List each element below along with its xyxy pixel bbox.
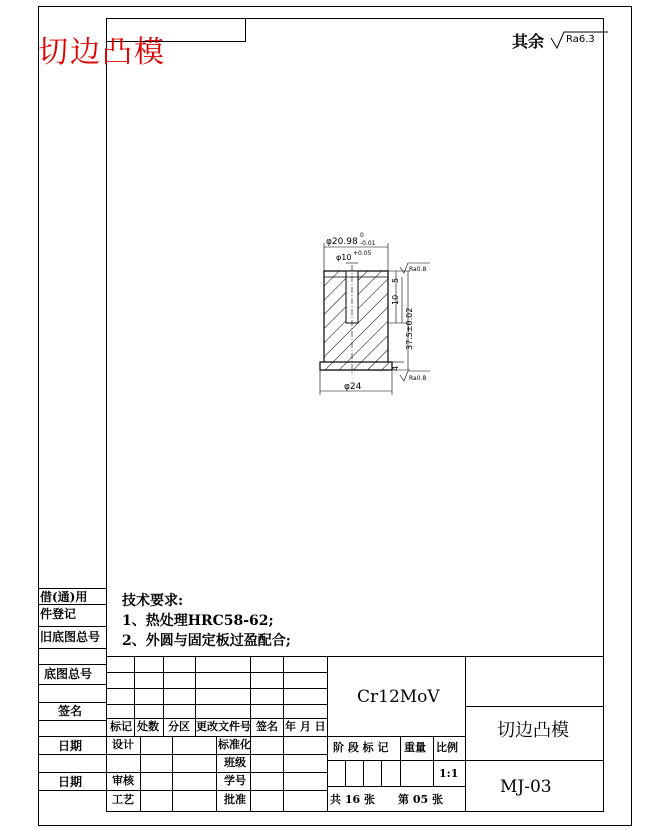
label-stage-mark: 阶 段 标 记	[333, 741, 389, 754]
dim-h-total: 37.5±0.02	[405, 307, 414, 350]
label-student-no: 学号	[224, 774, 246, 787]
side-divider	[38, 588, 106, 589]
ra-bottom: Ra0.8	[409, 375, 427, 382]
sheets-total: 共 16 张	[330, 793, 375, 806]
hdr-zone: 分区	[168, 720, 190, 733]
dim-top-dia: φ20.98	[326, 237, 358, 247]
tb-vline	[172, 736, 173, 812]
label-weight: 重量	[404, 741, 426, 754]
side-divider	[38, 720, 106, 721]
label-scale: 比例	[436, 741, 458, 754]
label-approve: 批准	[224, 793, 246, 806]
tb-vline	[433, 736, 434, 786]
tb-hline	[106, 688, 327, 689]
side-divider	[38, 648, 106, 649]
side-divider	[38, 790, 106, 791]
dim-h-10: 10	[391, 294, 400, 305]
tb-vline	[400, 736, 401, 786]
drawing-number: MJ-03	[500, 777, 552, 797]
roughness-value: Ra6.3	[566, 34, 595, 45]
tb-vline	[283, 656, 284, 736]
side-borrow: 借(通)用	[40, 590, 88, 604]
ra-top: Ra0.8	[409, 266, 427, 273]
dim-top-tol-upper: 0	[360, 232, 364, 239]
side-old-drawing-no: 旧底图总号	[40, 630, 101, 644]
side-signature: 签名	[58, 704, 83, 718]
tech-heading: 技术要求:	[122, 593, 184, 609]
tb-vline	[363, 760, 364, 786]
side-divider	[38, 626, 106, 627]
dim-top-tol-lower: -0.01	[360, 240, 376, 247]
dim-h-5: 5	[391, 277, 400, 283]
scale-value: 1:1	[439, 767, 459, 780]
stamp-title: 切边凸模	[38, 35, 166, 70]
tb-vline	[283, 736, 284, 812]
side-divider	[38, 754, 106, 755]
tb-vline	[163, 656, 164, 736]
label-process: 工艺	[112, 793, 134, 806]
hdr-date: 年 月 日	[285, 720, 326, 733]
hdr-count: 处数	[137, 720, 159, 733]
dim-h-4: 4	[391, 365, 400, 371]
tb-vline	[465, 656, 466, 812]
side-divider	[38, 664, 106, 665]
tb-vline	[134, 656, 135, 736]
tb-hline	[465, 760, 604, 761]
tech-item-2: 2、外圆与固定板过盈配合;	[122, 633, 291, 649]
hdr-sign: 签名	[256, 720, 278, 733]
side-divider	[38, 772, 106, 773]
side-divider	[38, 736, 106, 737]
side-divider	[38, 684, 106, 685]
label-review: 审核	[112, 774, 134, 787]
hdr-mark: 标记	[110, 720, 132, 733]
tb-hline	[327, 786, 465, 787]
side-divider	[38, 604, 106, 605]
tb-hline	[327, 760, 465, 761]
material: Cr12MoV	[357, 687, 440, 707]
tb-vline	[216, 736, 217, 812]
label-class: 班级	[224, 756, 246, 769]
tb-vline	[381, 760, 382, 786]
tb-vline	[345, 760, 346, 786]
label-design: 设计	[112, 738, 134, 751]
side-divider	[38, 702, 106, 703]
tb-vline	[140, 736, 141, 812]
hdr-change-doc: 更改文件号	[196, 720, 251, 733]
side-base-drawing-no: 底图总号	[44, 667, 93, 681]
tb-hline	[106, 718, 327, 719]
dim-hole-dia: φ10	[336, 253, 352, 262]
part-name: 切边凸模	[497, 720, 569, 741]
part-drawing	[300, 225, 440, 405]
roughness-prefix: 其余	[512, 32, 545, 51]
tb-hline	[327, 736, 465, 737]
tb-hline	[465, 706, 604, 707]
tech-item-1: 1、热处理HRC58-62;	[122, 613, 274, 629]
tb-hline	[106, 704, 327, 705]
side-register: 件登记	[40, 607, 77, 621]
side-date-1: 日期	[58, 739, 83, 753]
side-date-2: 日期	[58, 775, 83, 789]
tb-vline	[327, 656, 328, 812]
label-standardize: 标准化	[218, 738, 251, 751]
dim-base-dia: φ24	[344, 382, 362, 392]
dim-hole-tol: +0.05	[353, 250, 372, 257]
sheet-number: 第 05 张	[398, 793, 443, 806]
tb-hline	[106, 672, 327, 673]
